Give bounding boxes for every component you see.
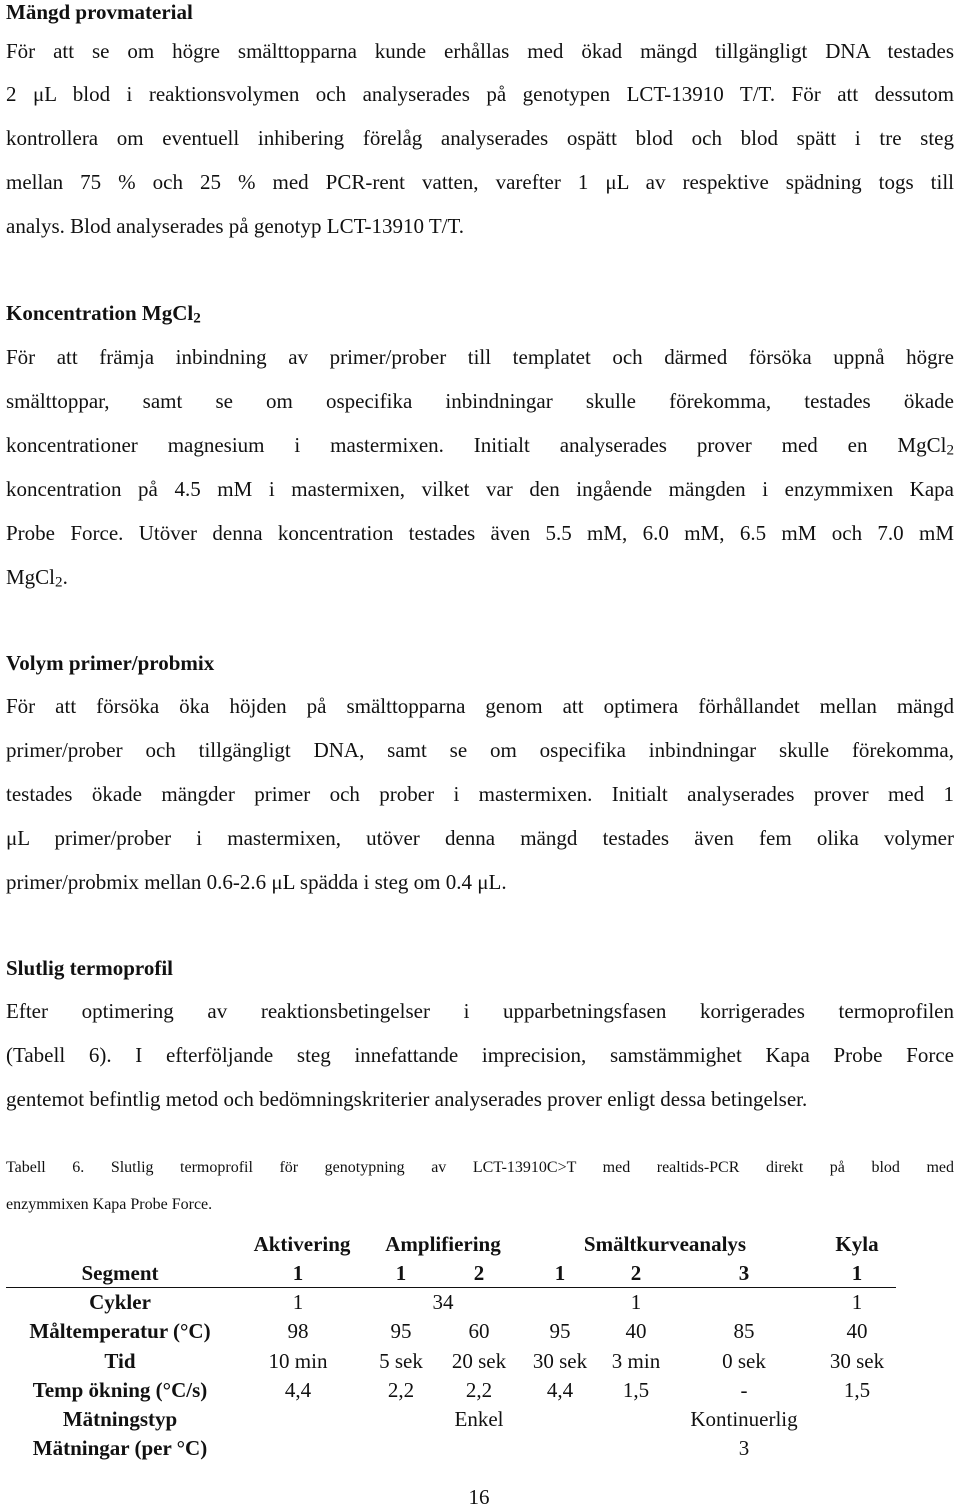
paragraph-line: koncentration på 4.5 mM i mastermixen, vilket var den ingående mängden i enzymmixen Kapa	[6, 477, 954, 501]
paragraph-line: smälttoppar, samt se om ospecifika inbindningar skulle förekomma, testades ökade	[6, 389, 954, 413]
table-cell: 40	[846, 1319, 868, 1343]
paragraph-line: För att försöka öka höjden på smälttopparna genom att optimera förhållandet mellan mängd	[6, 694, 954, 718]
paragraph-line: MgCl$_2$.	[6, 565, 68, 591]
table-cell: 1,5	[843, 1378, 871, 1402]
segment-number: 1	[395, 1261, 407, 1285]
segment-number: 1	[554, 1261, 566, 1285]
paragraph-line: μL primer/prober i mastermixen, utöver denna mängd testades även fem olika volymer	[6, 826, 954, 850]
row-label-tid: Tid	[104, 1349, 136, 1373]
table-cell: 5 sek	[379, 1349, 423, 1373]
table-cell: -	[740, 1378, 748, 1402]
group-header-aktivering: Aktivering	[253, 1232, 351, 1256]
table-cell: 30 sek	[829, 1349, 885, 1373]
paragraph-line: kontrollera om eventuell inhibering förelåg analyserades ospätt blod och blod spätt i tre steg	[6, 126, 954, 150]
table-cell: 2,2	[465, 1378, 493, 1402]
row-label-segment: Segment	[81, 1261, 159, 1285]
paragraph-line: 2 μL blod i reaktionsvolymen och analyserades på genotypen LCT-13910 T/T. För att dessutom	[6, 82, 954, 106]
paragraph-line: (Tabell 6). I efterföljande steg innefattande imprecision, samstämmighet Kapa Probe Force	[6, 1043, 954, 1067]
row-label-matningstyp: Mätningstyp	[62, 1407, 178, 1431]
segment-number: 1	[851, 1261, 863, 1285]
heading-mangd-provmaterial: Mängd provmaterial	[6, 0, 193, 24]
table-cell: 10 min	[268, 1349, 328, 1373]
table-cell: 30 sek	[532, 1349, 588, 1373]
table-cell: 20 sek	[451, 1349, 507, 1373]
paragraph-line: Probe Force. Utöver denna koncentration testades även 5.5 mM, 6.0 mM, 6.5 mM och 7.0 mM	[6, 521, 954, 545]
table-cell: 3 min	[611, 1349, 661, 1373]
table-cell: 4,4	[546, 1378, 574, 1402]
row-label-temp-okning: Temp ökning (°C/s)	[32, 1378, 208, 1402]
row-label-maltemperatur: Måltemperatur (°C)	[29, 1319, 211, 1343]
table-cell: 95	[390, 1319, 412, 1343]
group-header-smaltkurveanalys: Smältkurveanalys	[583, 1232, 747, 1256]
table-cell: 1	[292, 1290, 304, 1314]
heading-koncentration-mgcl2: Koncentration MgCl$_2$	[6, 301, 201, 327]
paragraph-line: För att främja inbindning av primer/prober till templatet och därmed försöka uppnå högre	[6, 345, 954, 369]
segment-number: 2	[473, 1261, 485, 1285]
table-cell: 34	[432, 1290, 454, 1314]
table-cell: 3	[738, 1436, 750, 1460]
group-header-amplifiering: Amplifiering	[385, 1232, 501, 1256]
table-cell: 4,4	[284, 1378, 312, 1402]
table-cell: 1	[630, 1290, 642, 1314]
table-caption-continued: enzymmixen Kapa Probe Force.	[6, 1196, 213, 1213]
group-header-kyla: Kyla	[835, 1232, 879, 1256]
table-cell: 40	[625, 1319, 647, 1343]
table-cell: 1	[851, 1290, 863, 1314]
paragraph-line: testades ökade mängder primer och prober i mastermixen. Initialt analyserades prover med 1	[6, 782, 954, 806]
table-cell: 85	[733, 1319, 755, 1343]
table-cell: 2,2	[387, 1378, 415, 1402]
table-cell: 1,5	[622, 1378, 650, 1402]
table-cell: Enkel	[454, 1407, 504, 1431]
page-number: 16	[468, 1485, 490, 1509]
segment-number: 1	[292, 1261, 304, 1285]
table-cell: 95	[549, 1319, 571, 1343]
paragraph-line: primer/probmix mellan 0.6-2.6 μL spädda i steg om 0.4 μL.	[6, 870, 507, 894]
row-label-cykler: Cykler	[89, 1290, 151, 1314]
paragraph-line: analys. Blod analyserades på genotyp LCT-13910 T/T.	[6, 214, 465, 238]
table-cell: Kontinuerlig	[690, 1407, 798, 1431]
segment-number: 2	[630, 1261, 642, 1285]
paragraph-line: primer/prober och tillgängligt DNA, samt se om ospecifika inbindningar skulle förekomma,	[6, 738, 954, 762]
row-label-matningar: Mätningar (per °C)	[32, 1436, 208, 1460]
table-header-rule	[6, 1287, 896, 1288]
table-caption: Tabell 6. Slutlig termoprofil för genotypning av LCT-13910C>T med realtids-PCR direkt på blod med	[6, 1159, 954, 1176]
paragraph-line: För att se om högre smälttopparna kunde erhållas med ökad mängd tillgängligt DNA testades	[6, 39, 954, 63]
paragraph-line: koncentrationer magnesium i mastermixen. Initialt analyserades prover med en MgCl$_2$	[6, 433, 954, 459]
paragraph-line: gentemot befintlig metod och bedömningskriterier analyserades prover enligt dessa betingelser.	[6, 1087, 808, 1111]
table-cell: 98	[287, 1319, 309, 1343]
paragraph-line: mellan 75 % och 25 % med PCR-rent vatten, varefter 1 μL av respektive spädning togs till	[6, 170, 954, 194]
heading-volym-primer-probmix: Volym primer/probmix	[6, 651, 215, 675]
table-cell: 60	[468, 1319, 490, 1343]
paragraph-line: Efter optimering av reaktionsbetingelser i upparbetningsfasen korrigerades termoprofilen	[6, 999, 954, 1023]
table-cell: 0 sek	[722, 1349, 766, 1373]
heading-slutlig-termoprofil: Slutlig termoprofil	[6, 956, 174, 980]
segment-number: 3	[738, 1261, 750, 1285]
